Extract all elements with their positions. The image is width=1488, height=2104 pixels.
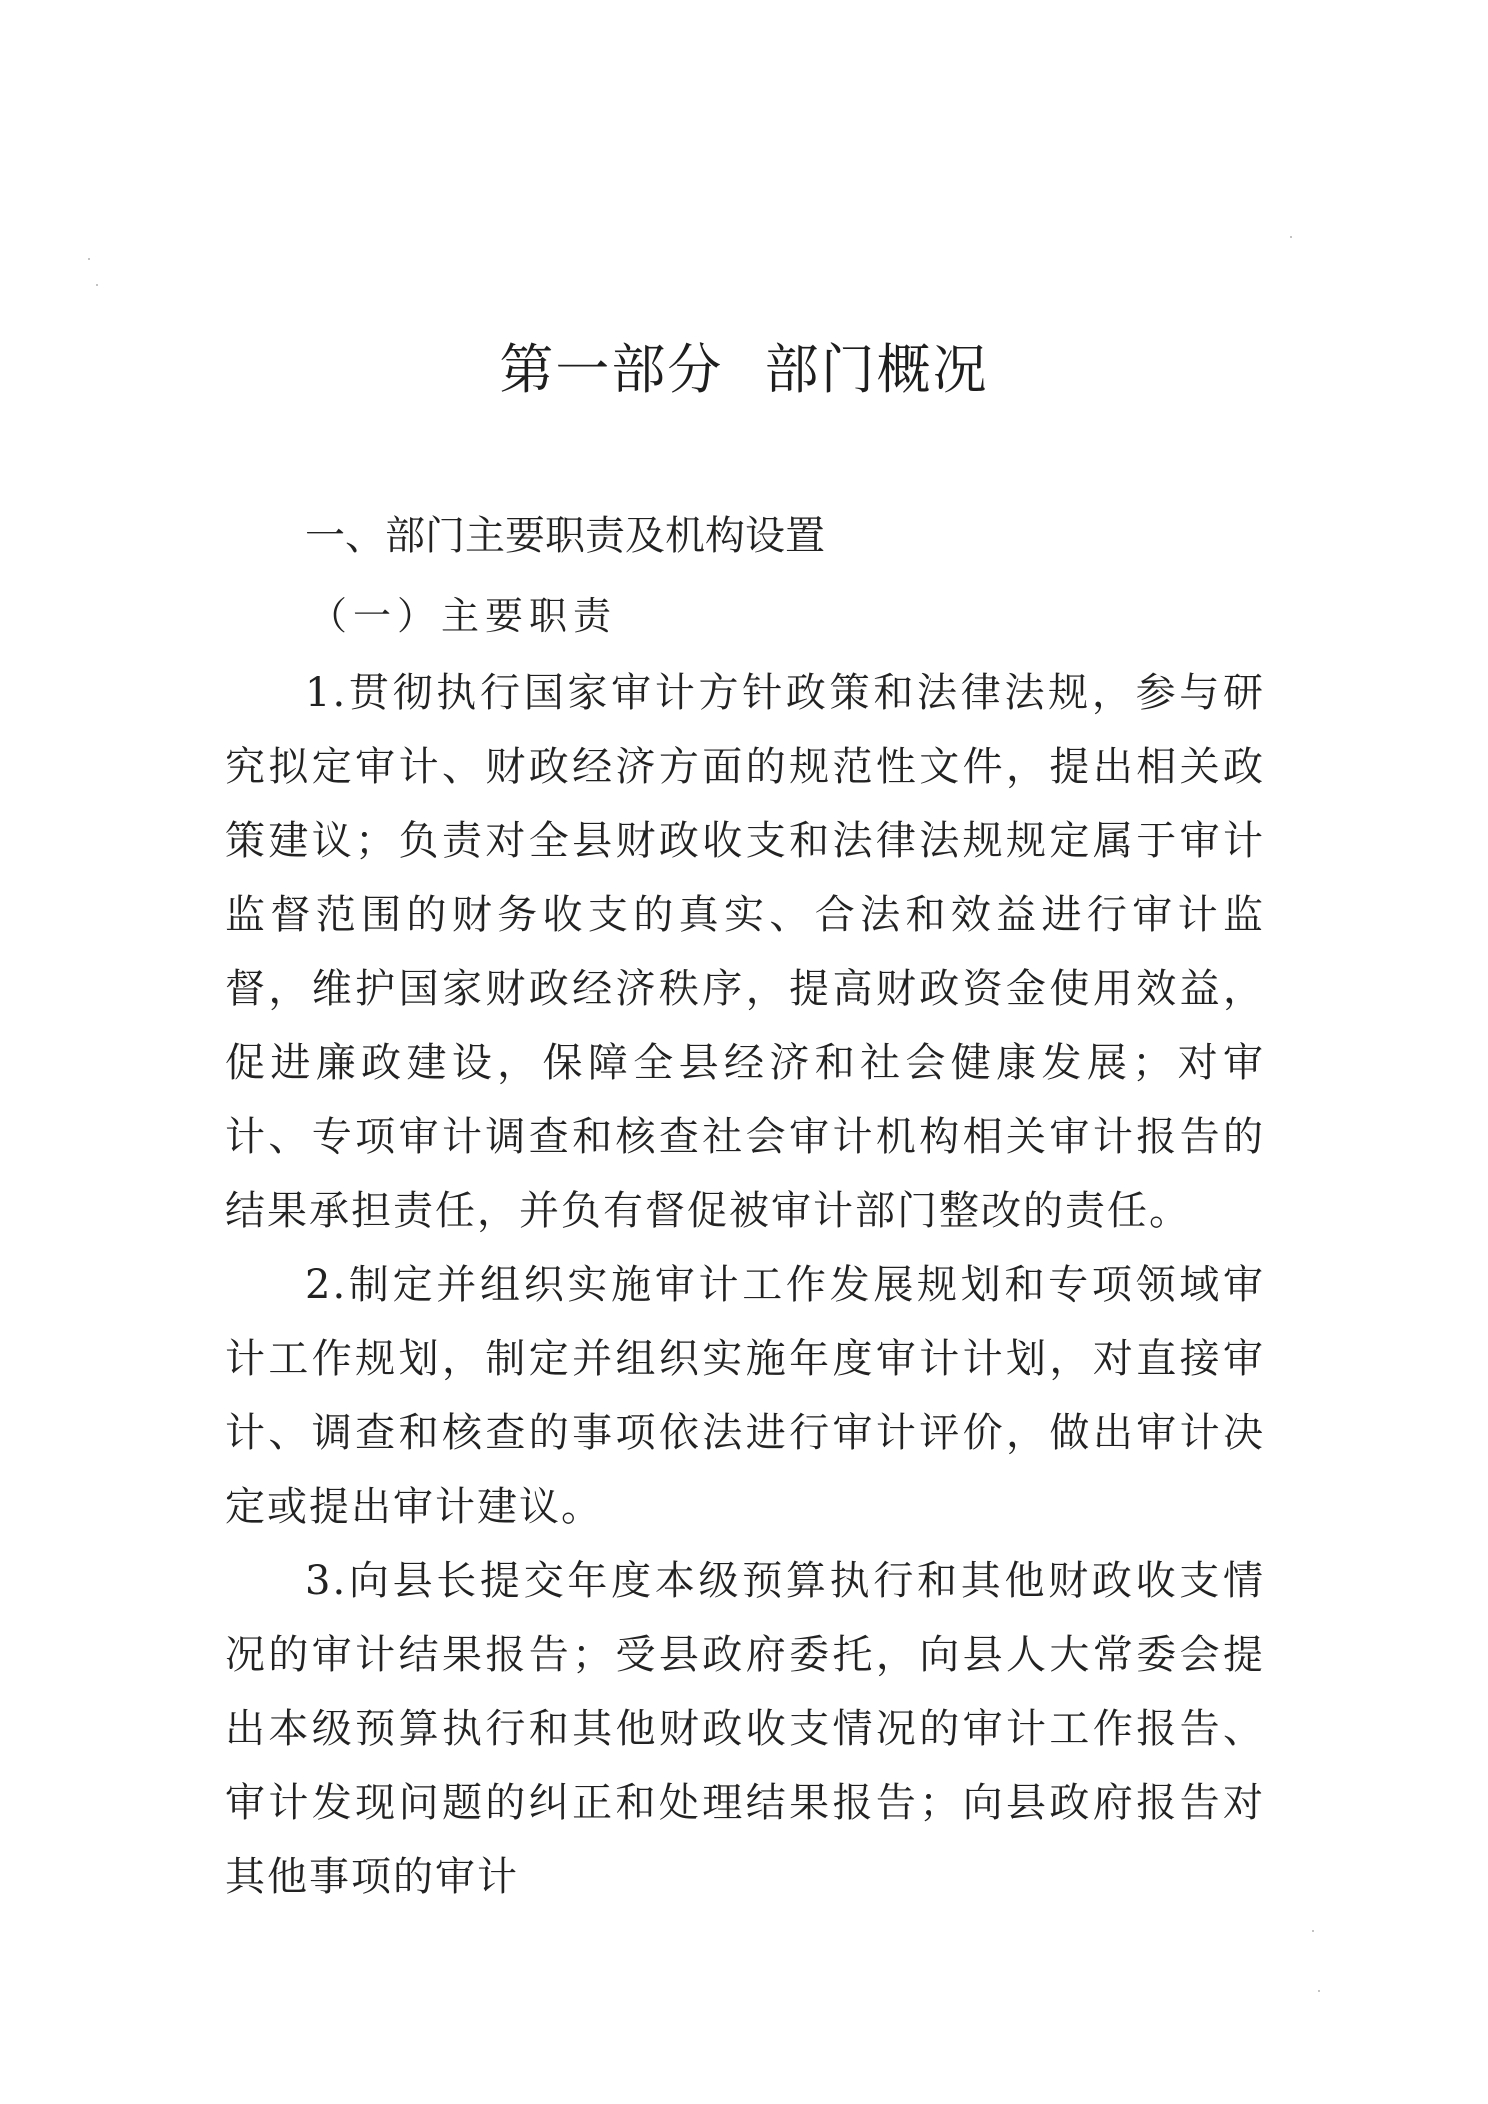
sub-heading: （一）主要职责 xyxy=(309,594,618,638)
scan-speck xyxy=(1312,1930,1314,1932)
section-heading: 一、部门主要职责及机构设置 xyxy=(305,513,825,559)
paragraph-2: 2.制定并组织实施审计工作发展规划和专项领域审计工作规划，制定并组织实施年度审计计划，对直接审计、调查和核查的事项依法进行审计评价，做出审计决定或提出审计建议。 xyxy=(225,1262,1265,1530)
scan-speck xyxy=(1318,1990,1320,1992)
scan-speck xyxy=(96,284,98,286)
scan-speck xyxy=(88,258,90,260)
paragraph-1: 1.贯彻执行国家审计方针政策和法律法规，参与研究拟定审计、财政经济方面的规范性文件，提出相关政策建议；负责对全县财政收支和法律法规规定属于审计监督范围的财务收支的真实、合法和效益进行审计监督，维护国家财政经济秩序，提高财政资金使用效益，促进廉政建设，保障全县经济和社会健康发展；对审计、专项审计调查和核查社会审计机构相关审计报告的结果承担责任，并负有督促被审计部门整改的责任。 xyxy=(225,670,1265,1234)
document-body xyxy=(225,496,1265,1914)
paragraph-3: 3.向县长提交年度本级预算执行和其他财政收支情况的审计结果报告；受县政府委托，向县人大常委会提出本级预算执行和其他财政收支情况的审计工作报告、审计发现问题的纠正和处理结果报告；向县政府报告对其他事项的审计 xyxy=(225,1558,1265,1900)
scan-speck xyxy=(1290,236,1292,238)
page-title: 第一部分 部门概况 xyxy=(499,338,989,401)
